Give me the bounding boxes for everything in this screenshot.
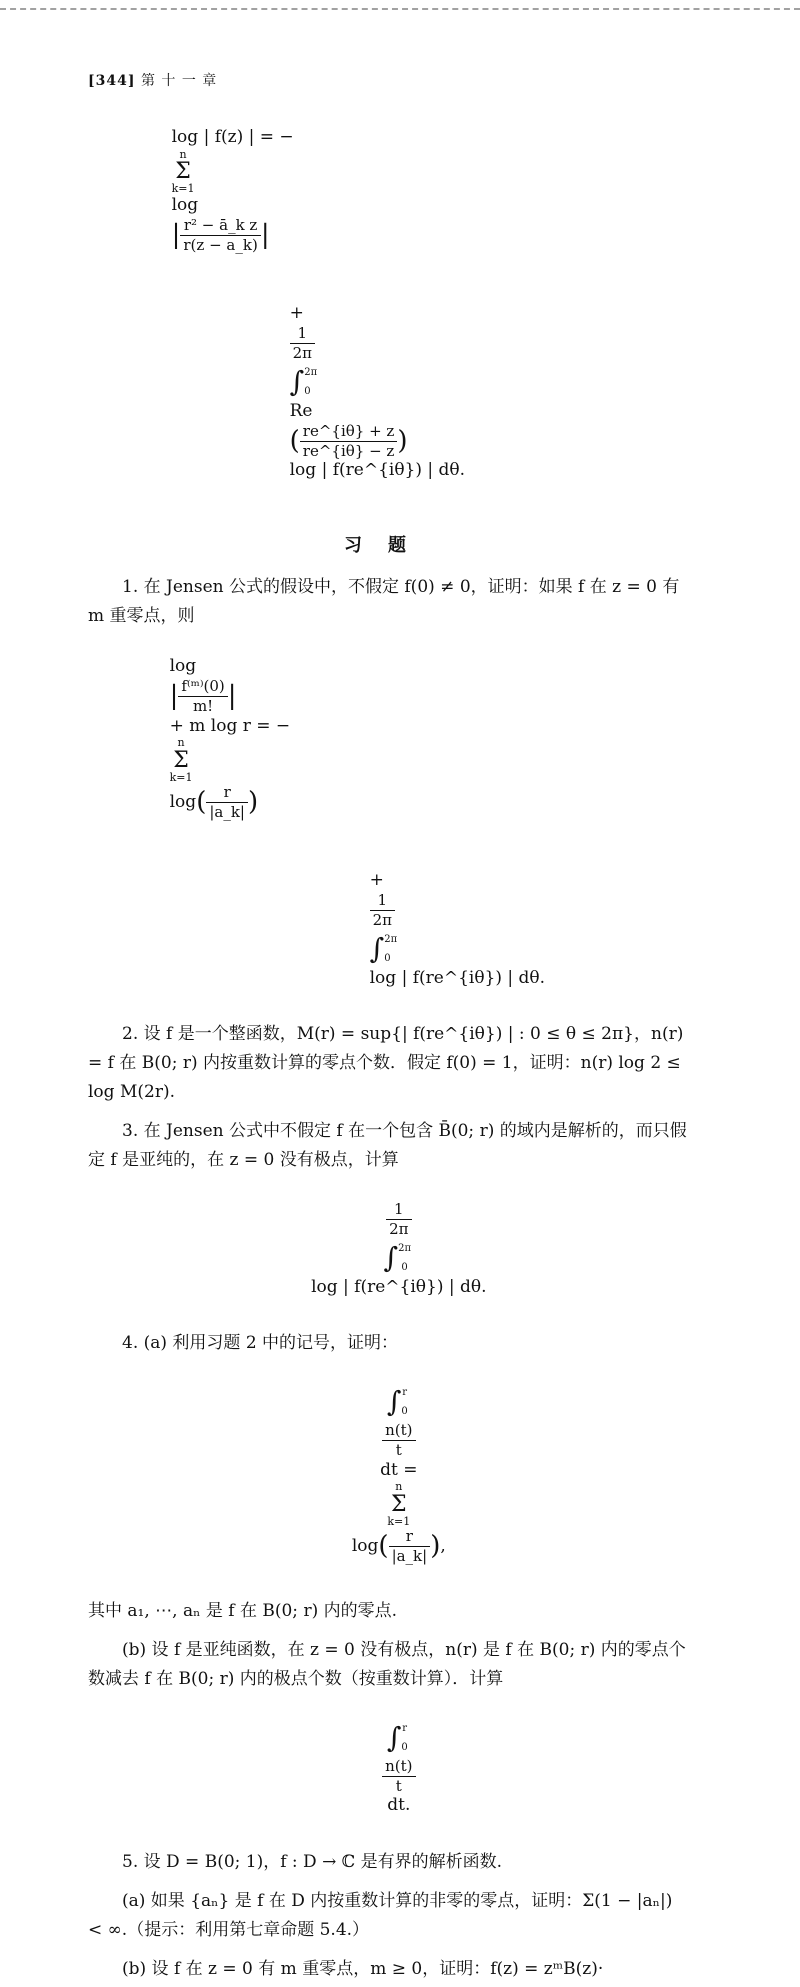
- log-text: log: [169, 791, 197, 812]
- integral-symbol: ∫: [289, 364, 305, 398]
- exercise-3-text: 3. 在 Jensen 公式中不假定 f 在一个包含 B̄(0; r) 的域内是解析的，而只假定 f 是亚纯的，在 z = 0 没有极点，计算: [88, 1121, 687, 1170]
- fraction-n-over-t: $\frac{n(t)}{t}$: [382, 1421, 415, 1460]
- exercise-4b-formula: [88, 1698, 688, 1838]
- exercise-3-formula: [88, 1179, 688, 1319]
- exercise-4b-text: (b) 设 f 是亚纯函数，在 z = 0 没有极点，n(r) 是 f 在 B(0; r) 内的零点个数减去 f 在 B(0; r) 内的极点个数（按重数计算）．计算: [88, 1639, 686, 1689]
- exercise-1-formula-line2: [348, 849, 688, 1011]
- fraction-one-over-two-pi: $\frac{1}{2\pi}$: [290, 324, 315, 363]
- fraction-n-over-t: $\frac{n(t)}{t}$: [382, 1757, 415, 1796]
- integral-limits: r 0: [401, 1722, 408, 1753]
- formula-continued-line2: + $\frac{1}{2\pi}$ ∫2π 0 Re ( $\frac{re\^{}\{i\theta\} + z}{re\^{}\{i\theta\} - z}$ ) log | f(re^{iθ}) | dθ.: [289, 302, 466, 481]
- fraction: $\frac{\text{r² − ā\_k z}}{r(z - a\_k)}$: [180, 216, 260, 255]
- log-text: log: [169, 655, 197, 676]
- re-text: Re: [289, 400, 313, 421]
- exercise-4a-formula: ∫r 0 $\frac{n(t)}{t}$ dt = n Σ k=1 log( $\frac{r}{|a\_k|}$ ),: [351, 1385, 446, 1565]
- exercise-5-text: 5. 设 D = B(0; 1)，f : D → ℂ 是有界的解析函数.: [122, 1851, 503, 1872]
- formula-lhs: log | f(z) | = −: [171, 127, 294, 148]
- page-content: [88, 70, 688, 1987]
- plus-sign: +: [369, 870, 384, 891]
- fraction-r-over-ak: $\frac{r}{|a\_k|}$: [206, 783, 248, 822]
- exercise-5b-text: (b) 设 f 在 z = 0 有 m 重零点，m ≥ 0，证明：f(z) = zᵐB(z)·: [122, 1958, 604, 1979]
- exercise-1-formula-line1: log | $\frac{\text{f⁽ᵐ⁾(0)}}{m!}$ | + m log r = − n Σ k=1 log( $\frac{r}{|a\_k|}$ ): [169, 655, 291, 821]
- fraction-derivative: $\frac{\text{f⁽ᵐ⁾(0)}}{m!}$: [178, 677, 227, 716]
- formula-tail: log | f(re^{iθ}) | dθ.: [311, 1276, 487, 1297]
- formula-mid: dt =: [380, 1459, 418, 1480]
- exercise-1-text: 1. 在 Jensen 公式的假设中，不假定 f(0) ≠ 0，证明：如果 f 在 z = 0 有 m 重零点，则: [88, 576, 680, 626]
- fraction-one-over-two-pi: $\frac{1}{2\pi}$: [386, 1200, 411, 1239]
- integral-symbol: ∫: [383, 1240, 399, 1274]
- exercise-2-text: 2. 设 f 是一个整函数，M(r) = sup{| f(re^{iθ}) | : 0 ≤ θ ≤ 2π}，n(r) = f 在 B(0; r) 内按重数计算的零点个数．假定 f(0) = 1，证明：n(r) log 2 ≤ log M(2r).: [88, 1024, 684, 1103]
- formula-tail: log | f(re^{iθ}) | dθ.: [369, 967, 546, 988]
- fraction-r-over-ak: $\frac{r}{|a\_k|}$: [389, 1527, 431, 1566]
- exercise-4a-text: 4. (a) 利用习题 2 中的记号，证明：: [122, 1333, 399, 1354]
- formula-tail: log | f(re^{iθ}) | dθ.: [289, 460, 466, 481]
- integral-symbol: ∫: [386, 1720, 402, 1754]
- plus-sign: +: [289, 302, 304, 323]
- integral-limits: 2π 0: [384, 933, 398, 964]
- top-dashed-rule: [0, 8, 800, 16]
- exercise-5a-text: (a) 如果 {aₙ} 是 f 在 D 内按重数计算的非零的零点，证明：Σ(1 − |aₙ|) < ∞.（提示：利用第七章命题 5.4.）: [88, 1890, 673, 1940]
- sum-symbol: n Σ k=1: [169, 735, 193, 784]
- formula-mid: + m log r = −: [169, 715, 291, 736]
- section-title-exercises: 习题: [344, 534, 432, 556]
- exercise-4a-after: 其中 a₁, ⋯, aₙ 是 f 在 B(0; r) 内的零点.: [88, 1600, 398, 1621]
- page-number: [344]: [88, 73, 136, 89]
- log-text: log: [351, 1535, 379, 1556]
- chapter-label: 第 十 一 章: [140, 73, 218, 89]
- sum-symbol: n Σ k=1: [387, 1480, 411, 1528]
- integral-limits: 2π 0: [304, 366, 318, 397]
- sum-symbol: n Σ k=1: [171, 147, 195, 196]
- fraction-one-over-two-pi: $\frac{1}{2\pi}$: [370, 891, 395, 930]
- integral-symbol: ∫: [369, 931, 385, 965]
- formula-tail: dt.: [387, 1795, 411, 1816]
- fraction-re: $\frac{re\^{}\{i\theta\} + z}{re\^{}\{i\theta\} - z}$: [300, 422, 398, 461]
- integral-limits: r 0: [401, 1387, 408, 1418]
- log-text: log: [171, 194, 199, 215]
- integral-symbol: ∫: [386, 1385, 402, 1419]
- integral-limits: 2π 0: [398, 1242, 412, 1273]
- formula-continued-line1: log | f(z) | = − n Σ k=1 log | $\frac{\text{r² − ā\_k z}}{r(z - a\_k)}$ |: [171, 127, 294, 254]
- page-header: [88, 70, 688, 90]
